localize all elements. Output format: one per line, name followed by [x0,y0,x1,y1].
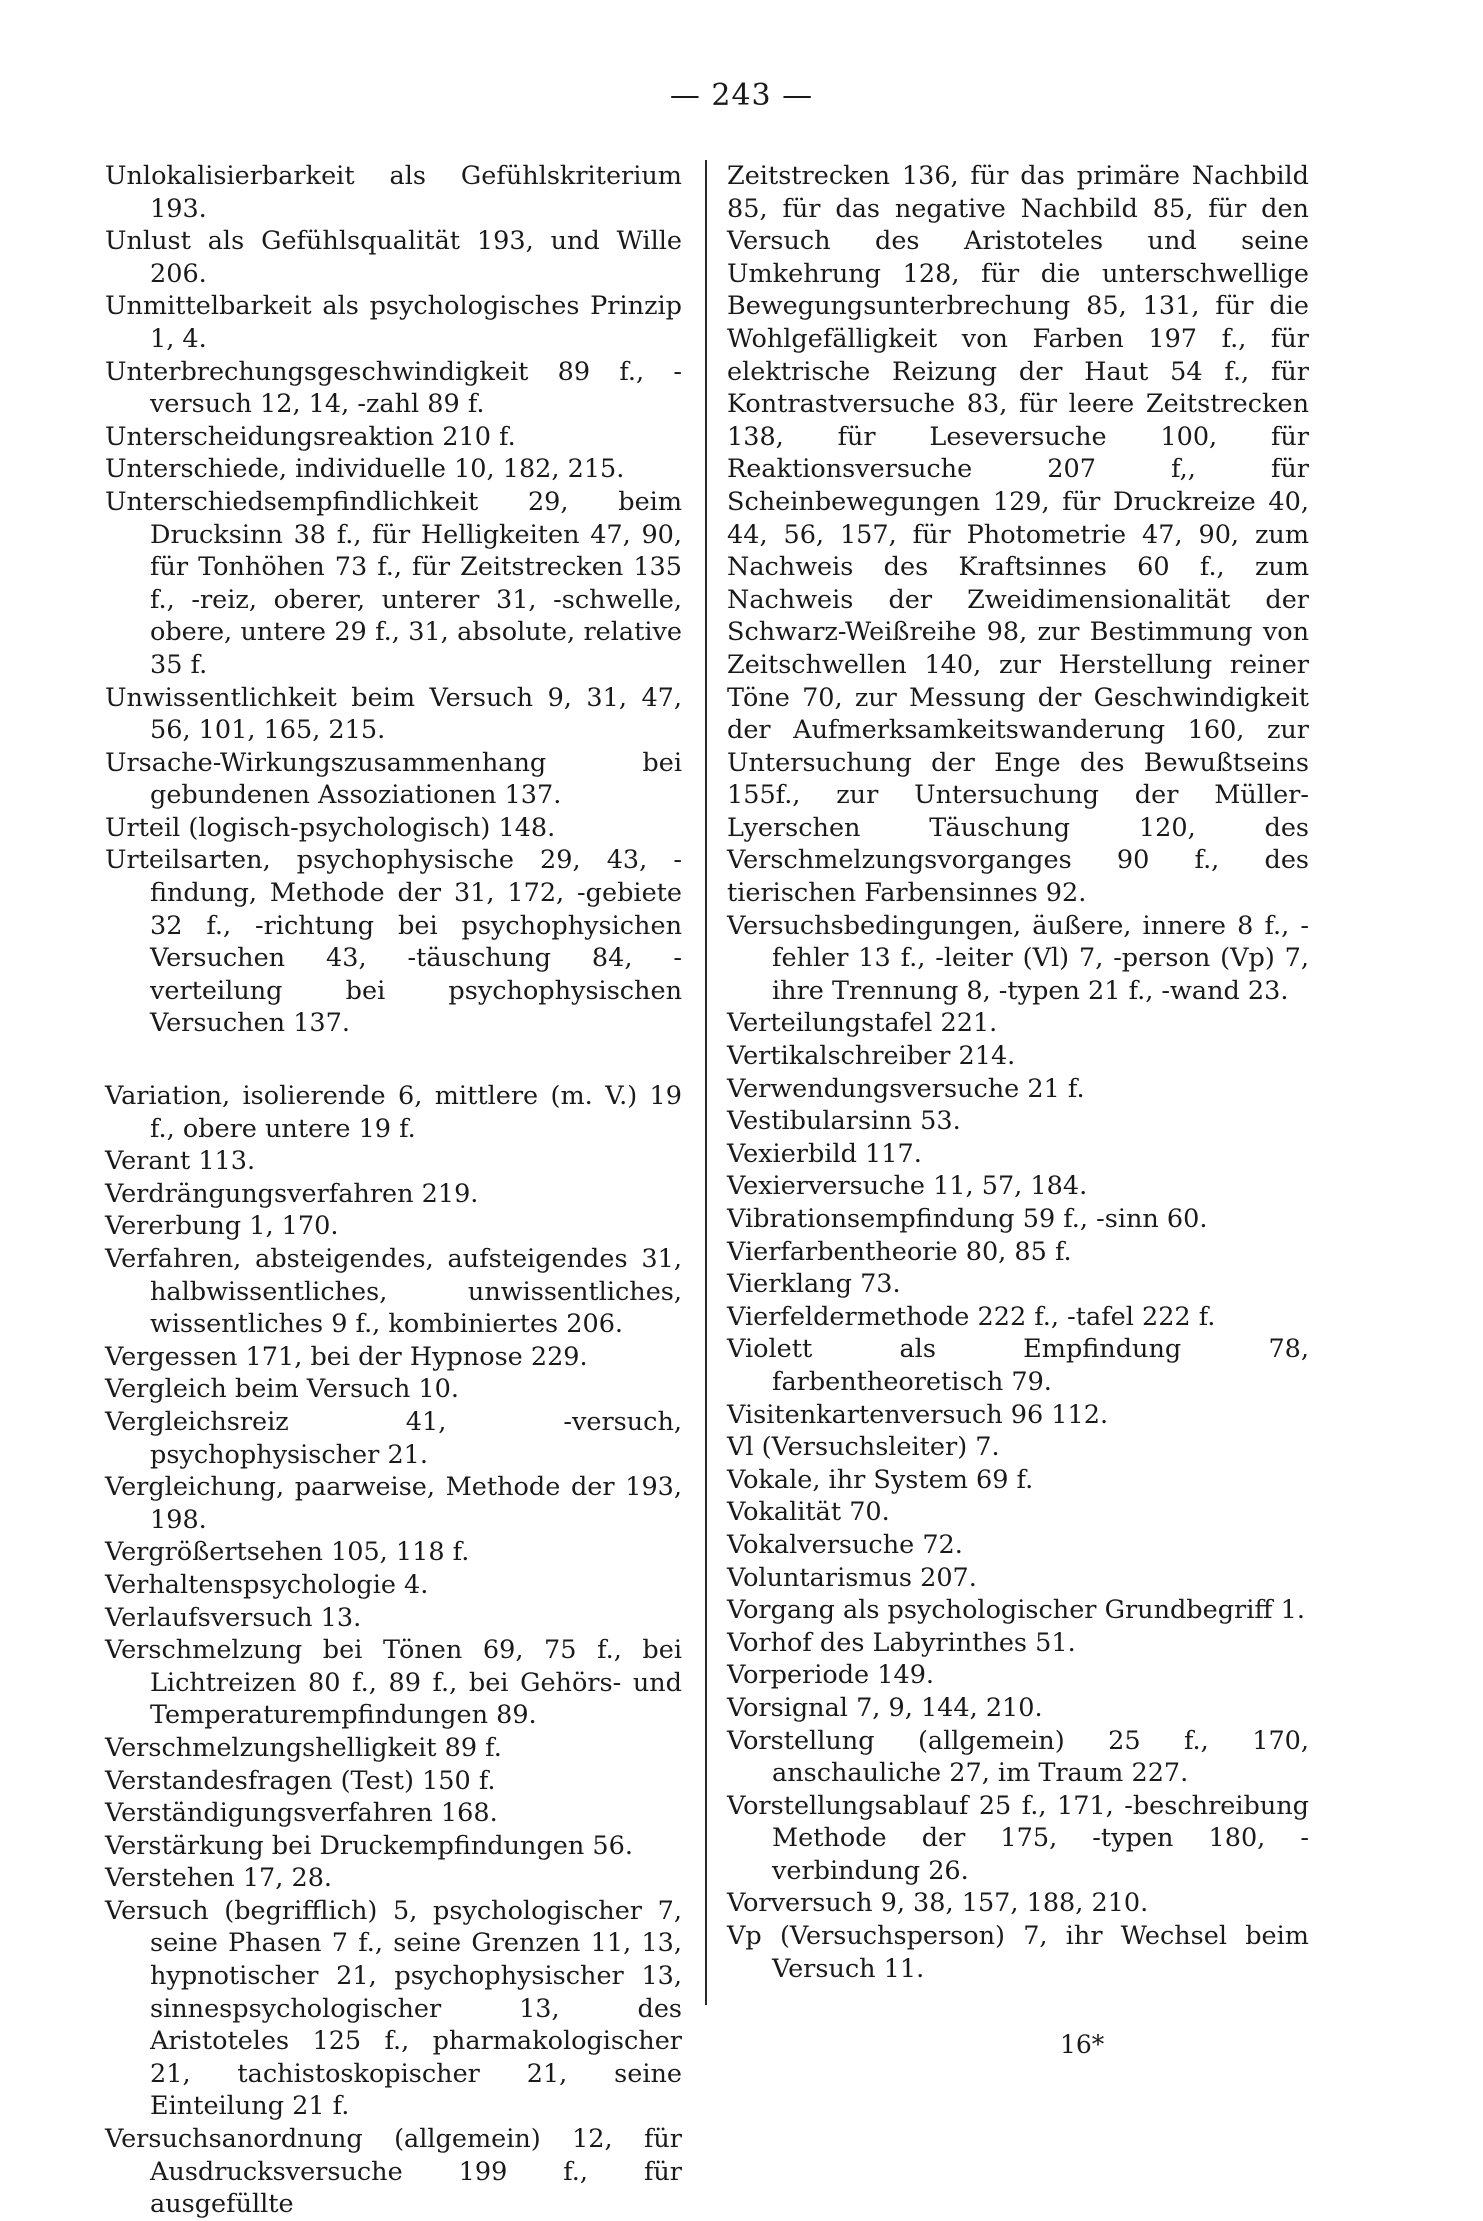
index-entry: Urteilsarten, psychophysische 29, 43, -findung, Methode der 31, 172, -gebiete 32 f., -richtung bei psychophysichen Versuchen 43, -täuschung 84, -verteilung bei psychophysischen Versuchen 137. [105,845,682,1039]
index-entry: Verlaufsversuch 13. [105,1602,362,1633]
index-entry: Ursache-Wirkungszusammenhang bei gebundenen Assoziationen 137. [105,747,682,811]
index-entry: Verstandesfragen (Test) 150 f. [105,1765,496,1796]
index-entry: Verfahren, absteigendes, aufsteigendes 31, halbwissentliches, unwissentliches, wissentliches 9 f., kombiniertes 206. [105,1244,682,1340]
index-entry: Vergessen 171, bei der Hypnose 229. [105,1341,588,1372]
index-entry: Vorstellung (allgemein) 25 f., 170, anschauliche 27, im Traum 227. [727,1725,1309,1789]
index-entry: Verhaltenspsychologie 4. [105,1569,429,1600]
index-entry: Vorstellungsablauf 25 f., 171, -beschreibung Methode der 175, -typen 180, -verbindung 26. [727,1790,1309,1886]
index-entry: Verant 113. [105,1146,256,1177]
index-entry: Verdrängungsverfahren 219. [105,1178,479,1209]
index-entry: Verstärkung bei Druckempfindungen 56. [105,1830,633,1861]
index-entry: Vokale, ihr System 69 f. [727,1464,1034,1495]
index-entry: Vokalität 70. [727,1497,890,1528]
index-entry: Voluntarismus 207. [727,1562,977,1593]
index-entry: Vorsignal 7, 9, 144, 210. [727,1692,1043,1723]
index-entry: Unmittelbarkeit als psychologisches Prinzip 1, 4. [105,291,682,354]
index-entry: Vergleichung, paarweise, Methode der 193, 198. [105,1472,682,1535]
index-entry: Vl (Versuchsleiter) 7. [727,1432,1000,1463]
index-entry: Vexierversuche 11, 57, 184. [727,1171,1088,1202]
index-entry: Unwissentlichkeit beim Versuch 9, 31, 47, 56, 101, 165, 215. [105,682,682,746]
index-entry: Vexierbild 117. [727,1138,922,1169]
index-entry: Vererbung 1, 170. [105,1211,339,1242]
index-entry: Vorgang als psychologischer Grundbegriff 1. [727,1595,1305,1626]
index-entry: Vp (Versuchsperson) 7, ihr Wechsel beim Versuch 11. [727,1921,1309,1984]
index-entry: Verschmelzungshelligkeit 89 f. [105,1732,502,1763]
index-entry: Verteilungstafel 221. [727,1008,998,1039]
index-entry: Vierfarbentheorie 80, 85 f. [727,1236,1072,1267]
section-gap [105,1040,682,1080]
column-divider [705,160,707,2005]
index-entry: Vorversuch 9, 38, 157, 188, 210. [727,1888,1149,1919]
index-entry: Vokalversuche 72. [727,1529,963,1560]
index-entry: Versuchsanordnung (allgemein) 12, für Ausdrucksversuche 199 f., für ausgefüllte [105,2124,682,2220]
index-entry: Unlust als Gefühlsqualität 193, und Wille 206. [105,226,682,289]
index-entry: Vergleichsreiz 41, -versuch, psychophysischer 21. [105,1406,682,1470]
index-entry: Violett als Empfindung 78, farbentheoretisch 79. [727,1334,1309,1397]
index-entry: Verwendungsversuche 21 f. [727,1073,1085,1104]
index-entry: Unterschiede, individuelle 10, 182, 215. [105,454,625,485]
index-entry: Vierklang 73. [727,1269,901,1300]
index-entry: Verschmelzung bei Tönen 69, 75 f., bei Lichtreizen 80 f., 89 f., bei Gehörs- und Temperaturempfindungen 89. [105,1635,682,1731]
index-entry: Unterscheidungsreaktion 210 f. [105,421,516,452]
index-entry: Verstehen 17, 28. [105,1863,333,1894]
index-entry: Vestibularsinn 53. [727,1106,961,1137]
index-entry: Versuchsbedingungen, äußere, innere 8 f., -fehler 13 f., -leiter (Vl) 7, -person (Vp) 7, ihre Trennung 8, -typen 21 f., -wand 23. [727,910,1309,1006]
index-entry: Vibrationsempfindung 59 f., -sinn 60. [727,1204,1208,1234]
left-column [105,160,682,2221]
index-entry: Vierfeldermethode 222 f., -tafel 222 f. [727,1301,1216,1332]
index-entry: Versuch (begrifflich) 5, psychologischer 7, seine Phasen 7 f., seine Grenzen 11, 13, hypnotischer 21, psychophysischer 13, sinnespsychologischer 13, des Aristoteles 125 f., pharmakologischer 21, tachistoskopischer 21, seine Einteilung 21 f. [105,1895,682,2122]
index-entry: Vergrößertsehen 105, 118 f. [105,1537,470,1568]
index-entry: Visitenkartenversuch 96 112. [727,1399,1109,1430]
printer-signature: 16* [1060,2030,1105,2059]
index-entry: Unlokalisierbarkeit als Gefühlskriterium 193. [105,161,682,224]
right-column [727,160,1309,1985]
index-entry: Vertikalschreiber 214. [727,1041,1016,1072]
index-entry: Verständigungsverfahren 168. [105,1798,498,1829]
index-entry: Unterschiedsempfindlichkeit 29, beim Drucksinn 38 f., für Helligkeiten 47, 90, für Tonhöhen 73 f., für Zeitstrecken 135 f., -reiz, oberer, unterer 31, -schwelle, obere, untere 29 f., 31, absolute, relative 35 f. [105,486,682,680]
index-entry: Urteil (logisch-psychologisch) 148. [105,812,556,843]
index-entry-continuation: Zeitstrecken 136, für das primäre Nachbild 85, für das negative Nachbild 85, für den Versuch des Aristoteles und seine Umkehrung 128, für die unterschwellige Bewegungsunterbrechung 85, 131, für die Wohlgefälligkeit von Farben 197 f., für elektrische Reizung der Haut 54 f., für Kontrastversuche 83, für leere Zeitstrecken 138, für Leseversuche 100, für Reaktionsversuche 207 f,, für Scheinbewegungen 129, für Druckreize 40, 44, 56, 157, für Photometrie 47, 90, zum Nachweis des Kraftsinnes 60 f., zum Nachweis der Zweidimensionalität der Schwarz-Weißreihe 98, zur Bestimmung von Zeitschwellen 140, zur Herstellung reiner Töne 70, zur Messung der Geschwindigkeit der Aufmerksamkeitswanderung 160, zur Untersuchung der Enge des Bewußtseins 155f., zur Untersuchung der Müller-Lyerschen Täuschung 120, des Verschmelzungsvorganges 90 f., des tierischen Farbensinnes 92. [727,161,1309,909]
index-entry: Vergleich beim Versuch 10. [105,1374,459,1405]
index-entry: Vorperiode 149. [727,1660,935,1691]
index-section-u [105,160,682,1040]
index-entry: Unterbrechungsgeschwindigkeit 89 f., -versuch 12, 14, -zahl 89 f. [105,356,682,420]
index-entry: Vorhof des Labyrinthes 51. [727,1627,1076,1658]
index-entry: Variation, isolierende 6, mittlere (m. V.) 19 f., obere untere 19 f. [105,1081,682,1144]
index-section-v [105,1080,682,2221]
page-number: — 243 — [669,78,814,113]
